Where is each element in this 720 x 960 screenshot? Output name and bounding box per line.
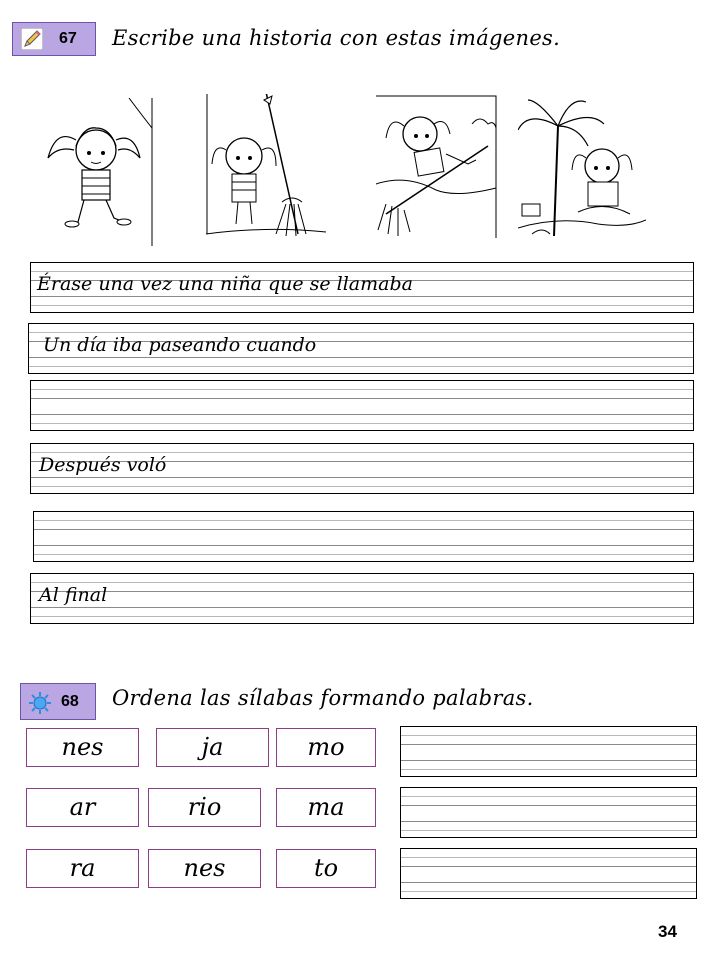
story-line-box-6[interactable] — [30, 573, 694, 624]
illustration-girl-broom — [206, 94, 328, 238]
syllable-box: nes — [26, 728, 139, 767]
word-answer-box-3[interactable] — [400, 848, 697, 899]
story-prompt-2: Un día iba paseando cuando — [43, 334, 317, 356]
exercise-68-badge — [20, 683, 96, 720]
word-answer-box-2[interactable] — [400, 787, 697, 838]
story-prompt-4: Después voló — [39, 454, 167, 476]
syllable-box: ma — [276, 788, 376, 827]
illustration-girl-beach — [518, 96, 646, 242]
sun-icon — [29, 692, 51, 714]
exercise-67-badge — [12, 22, 96, 56]
story-line-box-1[interactable] — [30, 262, 694, 313]
story-line-box-4[interactable] — [30, 443, 694, 494]
illustration-girl-walking — [34, 98, 156, 246]
exercise-67-number: 67 — [59, 30, 77, 47]
exercise-68-title: Ordena las sílabas formando palabras. — [112, 686, 534, 710]
pencil-icon — [21, 28, 43, 50]
word-answer-box-1[interactable] — [400, 726, 697, 777]
story-line-box-2[interactable] — [28, 323, 694, 374]
illustration-girl-flying — [376, 94, 498, 240]
story-prompt-6: Al final — [39, 584, 108, 606]
story-line-box-3[interactable] — [30, 380, 694, 431]
page-number: 34 — [658, 922, 677, 941]
story-line-box-5[interactable] — [33, 511, 694, 562]
syllable-box: rio — [148, 788, 261, 827]
syllable-box: ra — [26, 849, 139, 888]
syllable-box: mo — [276, 728, 376, 767]
syllable-box: to — [276, 849, 376, 888]
exercise-67-title: Escribe una historia con estas imágenes. — [112, 26, 561, 50]
syllable-box: ja — [156, 728, 269, 767]
syllable-box: ar — [26, 788, 139, 827]
story-prompt-1: Érase una vez una niña que se llamaba — [37, 273, 413, 295]
exercise-68-number: 68 — [61, 693, 79, 710]
syllable-box: nes — [148, 849, 261, 888]
